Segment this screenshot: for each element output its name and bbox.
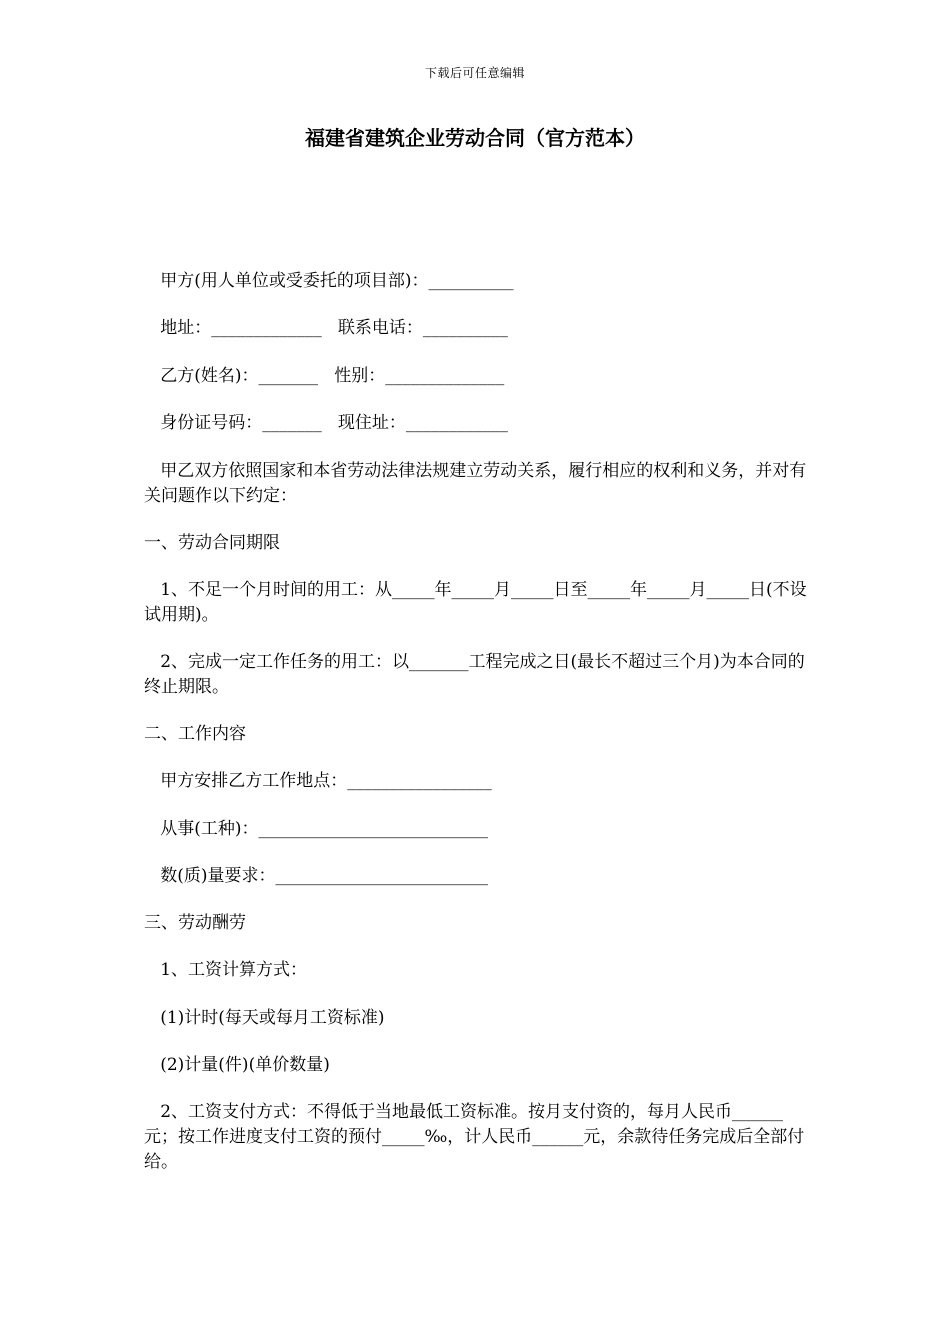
term-clause-1: 1、不足一个月时间的用工：从_____年_____月_____日至_____年_____月_____日(不设试用期)。 bbox=[144, 580, 807, 625]
pay-clause-1-item-2: (2)计量(件)(单价数量) bbox=[144, 1055, 330, 1075]
section-heading-work: 二、工作内容 bbox=[144, 724, 246, 744]
quantity-requirement-line: 数(质)量要求：_________________________ bbox=[144, 866, 488, 886]
agreement-intro: 甲乙双方依照国家和本省劳动法律法规建立劳动关系，履行相应的权利和义务，并对有关问题作以下约定： bbox=[144, 461, 807, 506]
document-title: 福建省建筑企业劳动合同（官方范本） bbox=[305, 126, 645, 150]
header-note: 下载后可任意编辑 bbox=[424, 66, 525, 80]
term-clause-2: 2、完成一定工作任务的用工：以_______工程完成之日(最长不超过三个月)为本合同的终止期限。 bbox=[144, 652, 805, 697]
party-a-line: 甲方(用人单位或受委托的项目部)：__________ bbox=[144, 271, 514, 291]
address-phone-line: 地址：_____________ 联系电话：__________ bbox=[144, 318, 508, 338]
work-location-line: 甲方安排乙方工作地点：_________________ bbox=[144, 771, 492, 791]
section-heading-term: 一、劳动合同期限 bbox=[144, 533, 280, 553]
pay-clause-1: 1、工资计算方式： bbox=[144, 960, 308, 980]
pay-clause-2: 2、工资支付方式：不得低于当地最低工资标准。按月支付资的，每月人民币______元；按工作进度支付工资的预付_____‰，计人民币______元，余款待任务完成后全部付给。 bbox=[144, 1102, 805, 1172]
id-address-line: 身份证号码：_______ 现住址：____________ bbox=[144, 413, 508, 433]
work-type-line: 从事(工种)：___________________________ bbox=[144, 819, 488, 839]
section-heading-pay: 三、劳动酬劳 bbox=[144, 913, 246, 933]
pay-clause-1-item-1: (1)计时(每天或每月工资标准) bbox=[144, 1008, 385, 1028]
party-b-line: 乙方(姓名)：_______ 性别：______________ bbox=[144, 366, 505, 386]
